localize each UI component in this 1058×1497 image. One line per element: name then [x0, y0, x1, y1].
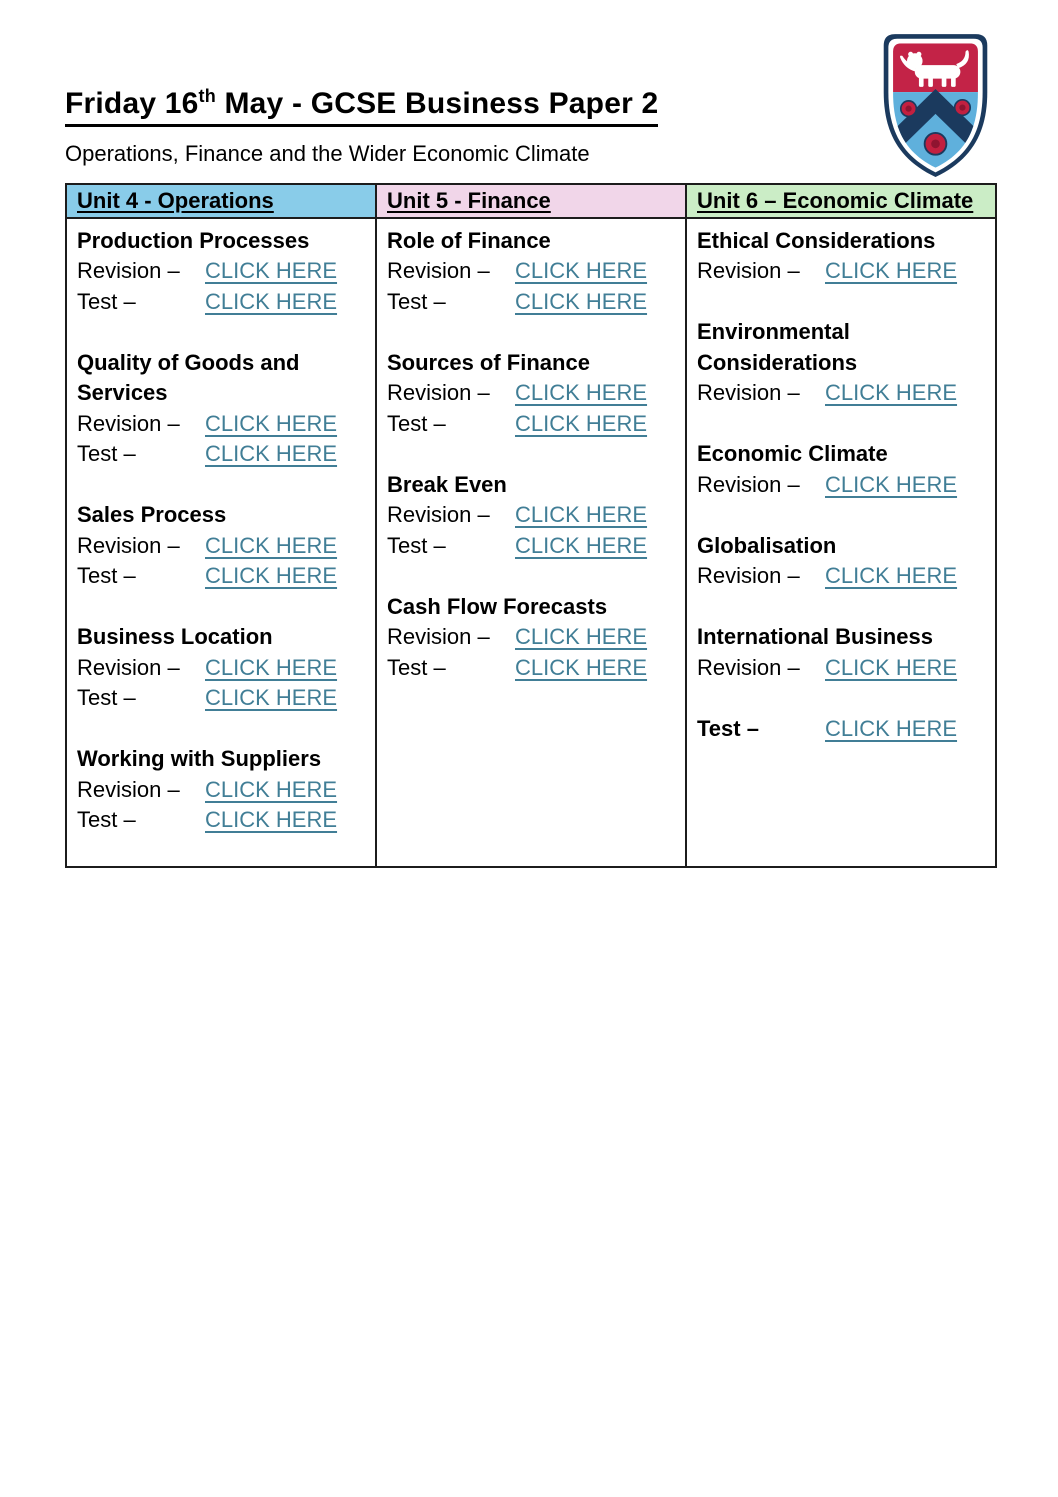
topic-section — [697, 439, 981, 500]
unit6-economic-climate-header: Unit 6 – Economic Climate — [686, 184, 996, 218]
row-label: Test – — [77, 441, 136, 467]
link-row — [387, 378, 671, 409]
topic-section — [697, 714, 981, 745]
link-row — [697, 714, 981, 745]
click-here-link[interactable]: CLICK HERE — [515, 502, 648, 528]
row-label: Test – — [387, 288, 446, 314]
unit4-operations-header: Unit 4 - Operations — [66, 184, 376, 218]
topic-section — [387, 226, 671, 318]
unit5-finance-header: Unit 5 - Finance — [376, 184, 686, 218]
click-here-link[interactable]: CLICK HERE — [515, 624, 648, 650]
click-here-link[interactable]: CLICK HERE — [825, 258, 958, 284]
click-here-link[interactable]: CLICK HERE — [515, 288, 648, 314]
row-label: Test – — [387, 532, 446, 558]
row-label: Revision – — [387, 258, 490, 284]
click-here-link[interactable]: CLICK HERE — [205, 807, 338, 833]
title-text: Friday 16 — [65, 87, 199, 120]
topic-section — [697, 622, 981, 683]
topic-title: Working with Suppliers — [77, 746, 322, 772]
row-label: Revision – — [697, 471, 800, 497]
units-table — [65, 183, 997, 869]
topic-section — [697, 531, 981, 592]
topic-section — [77, 744, 361, 836]
page-title — [65, 86, 658, 127]
topic-section — [697, 226, 981, 287]
click-here-link[interactable]: CLICK HERE — [205, 685, 338, 711]
row-label: Revision – — [697, 380, 800, 406]
click-here-link[interactable]: CLICK HERE — [825, 563, 958, 589]
click-here-link[interactable]: CLICK HERE — [205, 441, 338, 467]
row-label: Revision – — [77, 532, 180, 558]
unit5-finance-column — [376, 218, 686, 868]
click-here-link[interactable]: CLICK HERE — [205, 563, 338, 589]
row-label: Test – — [77, 807, 136, 833]
topic-section — [77, 622, 361, 714]
link-row — [697, 470, 981, 501]
topic-section — [387, 592, 671, 684]
row-label: Test – — [387, 654, 446, 680]
link-row — [697, 653, 981, 684]
link-row — [697, 561, 981, 592]
link-row — [77, 287, 361, 318]
table-body-row — [66, 218, 996, 868]
click-here-link[interactable]: CLICK HERE — [205, 410, 338, 436]
row-label: Revision – — [387, 380, 490, 406]
unit4-operations-column — [66, 218, 376, 868]
click-here-link[interactable]: CLICK HERE — [515, 532, 648, 558]
link-row — [387, 622, 671, 653]
topic-title: Economic Climate — [697, 441, 888, 467]
topic-section — [77, 348, 361, 470]
link-row — [77, 653, 361, 684]
topic-title: International Business — [697, 624, 933, 650]
link-row — [387, 500, 671, 531]
row-label: Revision – — [697, 654, 800, 680]
link-row — [387, 653, 671, 684]
row-label: Test – — [77, 685, 136, 711]
topic-title: Environmental Considerations — [697, 319, 858, 375]
row-label: Revision – — [387, 502, 490, 528]
click-here-link[interactable]: CLICK HERE — [515, 258, 648, 284]
click-here-link[interactable]: CLICK HERE — [205, 776, 338, 802]
title-superscript: th — [198, 86, 216, 106]
link-row — [387, 531, 671, 562]
topic-section — [77, 500, 361, 592]
click-here-link[interactable]: CLICK HERE — [515, 654, 648, 680]
table-header-row — [66, 184, 996, 218]
row-label: Test – — [77, 563, 136, 589]
link-row — [387, 256, 671, 287]
row-label: Test – — [387, 410, 446, 436]
topic-title: Quality of Goods and Services — [77, 349, 300, 406]
topic-title: Globalisation — [697, 532, 837, 558]
row-label: Revision – — [387, 624, 490, 650]
click-here-link[interactable]: CLICK HERE — [515, 380, 648, 406]
link-row — [387, 409, 671, 440]
topic-section — [697, 317, 981, 409]
click-here-link[interactable]: CLICK HERE — [515, 410, 648, 436]
page-subtitle: Operations, Finance and the Wider Economic Climate — [65, 140, 590, 166]
click-here-link[interactable]: CLICK HERE — [825, 654, 958, 680]
title-text-suffix: May - GCSE Business Paper 2 — [215, 87, 659, 120]
row-label: Test – — [697, 715, 759, 741]
row-label: Revision – — [77, 654, 180, 680]
row-label: Revision – — [697, 258, 800, 284]
click-here-link[interactable]: CLICK HERE — [205, 654, 338, 680]
shield-icon — [877, 32, 994, 177]
topic-title: Sales Process — [77, 502, 227, 528]
click-here-link[interactable]: CLICK HERE — [825, 715, 958, 741]
link-row — [77, 775, 361, 806]
topic-title: Sources of Finance — [387, 349, 590, 375]
click-here-link[interactable]: CLICK HERE — [205, 258, 338, 284]
click-here-link[interactable]: CLICK HERE — [205, 288, 338, 314]
row-label: Test – — [77, 288, 136, 314]
row-label: Revision – — [77, 776, 180, 802]
topic-section — [77, 226, 361, 318]
topic-title: Production Processes — [77, 227, 310, 253]
click-here-link[interactable]: CLICK HERE — [825, 471, 958, 497]
unit6-economic-climate-column — [686, 218, 996, 868]
link-row — [77, 409, 361, 440]
topic-title: Ethical Considerations — [697, 227, 936, 253]
topic-section — [387, 470, 671, 562]
topic-title: Cash Flow Forecasts — [387, 593, 608, 619]
topic-title: Role of Finance — [387, 227, 551, 253]
link-row — [697, 256, 981, 287]
click-here-link[interactable]: CLICK HERE — [825, 380, 958, 406]
link-row — [77, 683, 361, 714]
link-row — [77, 531, 361, 562]
topic-title: Business Location — [77, 624, 273, 650]
row-label: Revision – — [697, 563, 800, 589]
link-row — [77, 561, 361, 592]
link-row — [77, 439, 361, 470]
row-label: Revision – — [77, 410, 180, 436]
row-label: Revision – — [77, 258, 180, 284]
link-row — [697, 378, 981, 409]
link-row — [77, 805, 361, 836]
topic-title: Break Even — [387, 471, 507, 497]
click-here-link[interactable]: CLICK HERE — [205, 532, 338, 558]
topic-section — [387, 348, 671, 440]
link-row — [387, 287, 671, 318]
school-crest-logo — [877, 32, 994, 177]
link-row — [77, 256, 361, 287]
